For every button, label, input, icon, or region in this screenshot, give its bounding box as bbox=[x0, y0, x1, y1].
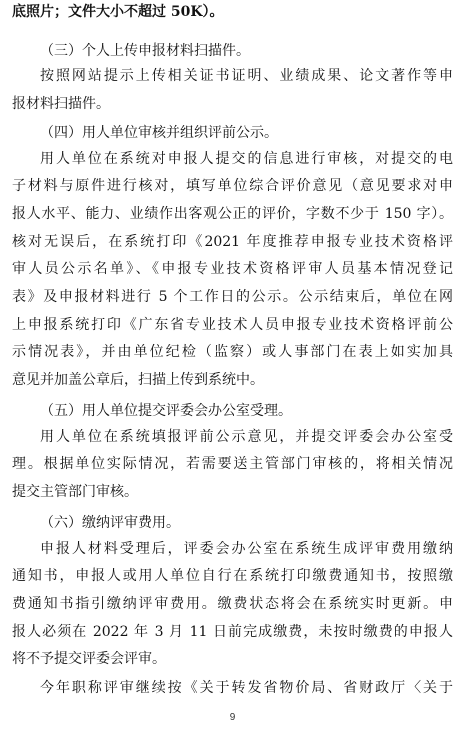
paragraph-line: 按照网站提示上传相关证书证明、业绩成果、论文著作等申 bbox=[40, 68, 453, 84]
paragraph-line: 用人单位在系统填报评前公示意见，并提交评委会办公室受 bbox=[40, 429, 453, 445]
paragraph-line: 通知书，申报人或用人单位自行在系统打印缴费通知书，按照缴 bbox=[12, 568, 453, 584]
paragraph-line: 将不予提交评委会评审。 bbox=[12, 651, 166, 667]
paragraph-line: 上申报系统打印《广东省专业技术人员申报专业技术资格评前公 bbox=[12, 317, 453, 333]
paragraph-line: 理。根据单位实际情况，若需要送主管部门审核的，将相关情况 bbox=[12, 456, 453, 472]
page-number: 9 bbox=[229, 712, 236, 723]
paragraph-line: 意见并加盖公章后，扫描上传到系统中。 bbox=[12, 372, 264, 388]
paragraph-line: 核对无误后，在系统打印《2021 年度推荐申报专业技术资格评 bbox=[12, 234, 453, 250]
paragraph-line: 表》及申报材料进行 5 个工作日的公示。公示结束后，单位在网 bbox=[12, 289, 453, 305]
paragraph-line: 提交主管部门审核。 bbox=[12, 484, 138, 500]
paragraph-line: 报人水平、能力、业绩作出客观公正的评价，字数不少于 150 字）。 bbox=[12, 206, 453, 222]
paragraph-line: 子材料与原件进行核对，填写单位综合评价意见（意见要求对申 bbox=[12, 178, 453, 194]
paragraph-line: 费通知书指引缴纳评审费用。缴费状态将会在系统实时更新。申 bbox=[12, 596, 453, 612]
paragraph-line: 审人员公示名单》、《申报专业技术资格评审人员基本情况登记 bbox=[12, 261, 453, 277]
section-heading: （三）个人上传申报材料扫描件。 bbox=[40, 43, 250, 59]
paragraph-line: 报材料扫描件。 bbox=[12, 96, 110, 112]
section-heading: （六）缴纳评审费用。 bbox=[40, 515, 180, 531]
paragraph-line: 用人单位在系统对申报人提交的信息进行审核，对提交的电 bbox=[40, 151, 453, 167]
paragraph-line: 今年职称评审继续按《关于转发省物价局、省财政厅〈关于 bbox=[40, 680, 453, 696]
paragraph-line: 示情况表》，并由单位纪检（监察）或人事部门在表上如实加具 bbox=[12, 344, 453, 360]
paragraph-line: 底照片；文件大小不超过 50K）。 bbox=[12, 4, 224, 20]
paragraph-line: 报人必须在 2022 年 3 月 11 日前完成缴费，未按时缴费的申报人 bbox=[12, 624, 453, 640]
section-heading: （四）用人单位审核并组织评前公示。 bbox=[40, 125, 278, 141]
paragraph-line: 申报人材料受理后，评委会办公室在系统生成评审费用缴纳 bbox=[40, 541, 453, 557]
section-heading: （五）用人单位提交评委会办公室受理。 bbox=[40, 403, 292, 419]
